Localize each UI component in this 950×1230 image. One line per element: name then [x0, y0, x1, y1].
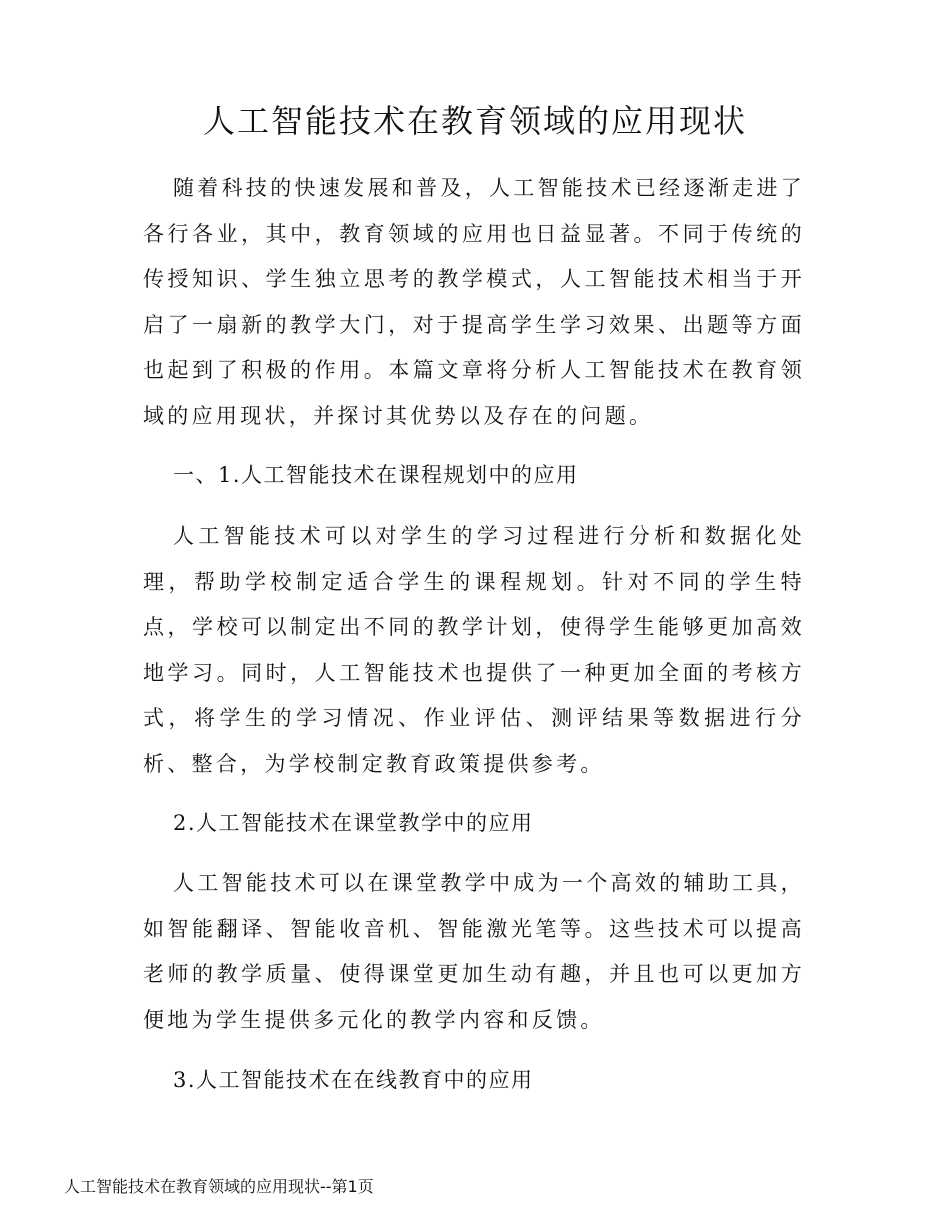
course-planning-paragraph: 人工智能技术可以对学生的学习过程进行分析和数据化处理，帮助学校制定适合学生的课程规划。针对不同的学生特点，学校可以制定出不同的教学计划，使得学生能够更加高效地学习。同时，人工智能技术也提供了一种更加全面的考核方式，将学生的学习情况、作业评估、测评结果等数据进行分析、整合，为学校制定教育政策提供参考。 — [143, 524, 805, 776]
classroom-teaching-paragraph: 人工智能技术可以在课堂教学中成为一个高效的辅助工具，如智能翻译、智能收音机、智能激光笔等。这些技术可以提高老师的教学质量、使得课堂更加生动有趣，并且也可以更加方便地为学生提供多元化的教学内容和反馈。 — [143, 871, 805, 1032]
intro-paragraph: 随着科技的快速发展和普及，人工智能技术已经逐渐走进了各行各业，其中，教育领域的应用也日益显著。不同于传统的传授知识、学生独立思考的教学模式，人工智能技术相当于开启了一扇新的教学大门，对于提高学生学习效果、出题等方面也起到了积极的作用。本篇文章将分析人工智能技术在教育领域的应用现状，并探讨其优势以及存在的问题。 — [143, 176, 805, 428]
page-footer: 人工智能技术在教育领域的应用现状--第1页 — [64, 1177, 374, 1196]
document-title: 人工智能技术在教育领域的应用现状 — [202, 102, 747, 140]
section-heading-online-education: 3.人工智能技术在在线教育中的应用 — [173, 1068, 534, 1092]
section-heading-course-planning: 一、1.人工智能技术在课程规划中的应用 — [173, 463, 579, 487]
section-heading-classroom-teaching: 2.人工智能技术在课堂教学中的应用 — [173, 811, 534, 835]
